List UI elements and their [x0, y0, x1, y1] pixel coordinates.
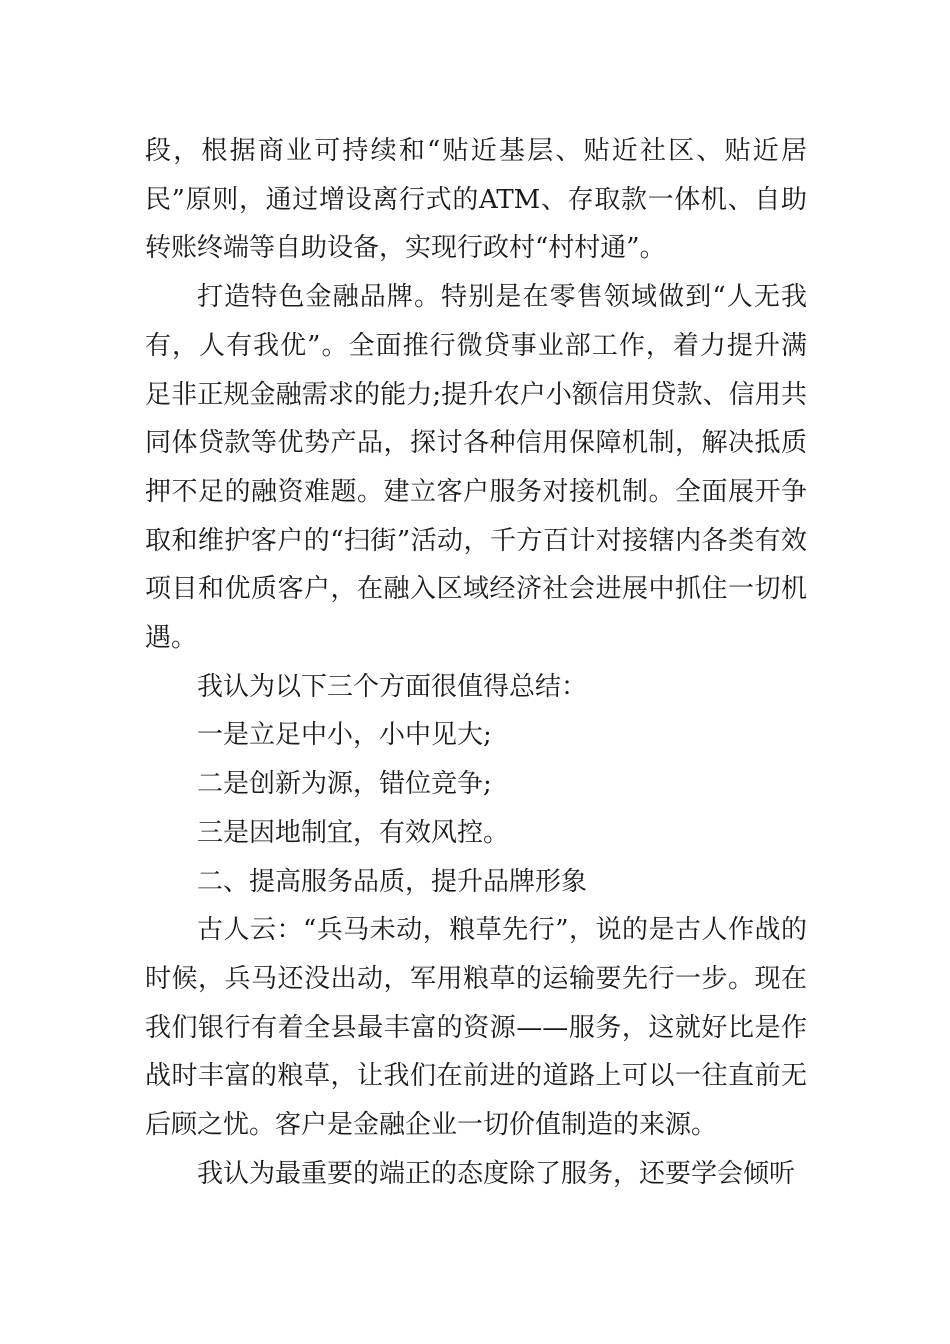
paragraph-1: 段，根据商业可持续和“贴近基层、贴近社区、贴近居民”原则，通过增设离行式的ATM、存取款一体机、自助转账终端等自助设备，实现行政村“村村通”。: [145, 136, 807, 264]
paragraph-4: 古人云：“兵马未动，粮草先行”，说的是古人作战的时候，兵马还没出动，军用粮草的运输要先行一步。现在我们银行有着全县最丰富的资源——服务，这就好比是作战时丰富的粮草，让我们在前进的道路上可以一往直前无后顾之忧。客户是金融企业一切价值制造的来源。: [145, 915, 807, 1141]
list-item-1: 一是立足中小，小中见大;: [197, 720, 492, 751]
list-item-3: 三是因地制宜，有效风控。: [197, 817, 510, 848]
section-heading: 二、提高服务品质，提升品牌形象: [197, 866, 588, 897]
paragraph-2: 打造特色金融品牌。特别是在零售领域做到“人无我有，人有我优”。全面推行微贷事业部工作，着力提升满足非正规金融需求的能力;提升农户小额信用贷款、信用共同体贷款等优势产品，探讨各种信用保障机制，解决抵质押不足的融资难题。建立客户服务对接机制。全面展开争取和维护客户的“扫街”活动，千方百计对接辖内各类有效项目和优质客户，在融入区域经济社会进展中抓住一切机遇。: [145, 282, 807, 654]
list-item-2: 二是创新为源，错位竞争;: [197, 769, 492, 800]
body-text: [145, 127, 807, 1198]
paragraph-5: 我认为最重要的端正的态度除了服务，还要学会倾听: [197, 1158, 796, 1189]
paragraph-3: 我认为以下三个方面很值得总结：: [197, 671, 588, 702]
